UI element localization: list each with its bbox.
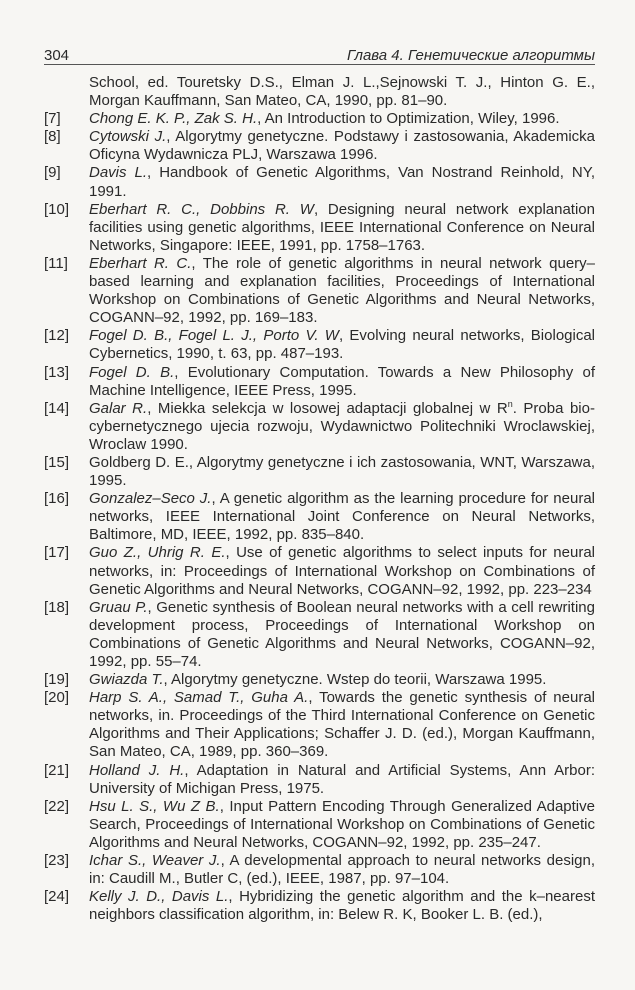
reference-item: [44, 544, 595, 598]
reference-text: , Designing neural network explanation facilities using genetic algorithms, IEEE International Conference on Neural Networks, Singapore: IEEE, 1991, pp. 1758–1763.: [89, 200, 595, 254]
reference-authors: Gonzalez–Seco J.: [89, 490, 212, 508]
reference-number: [9]: [44, 164, 61, 182]
reference-text: , Evolutionary Computation. Towards a New Philosophy of Machine Intelligence, IEEE Press, 1995.: [89, 363, 595, 399]
page-number: 304: [44, 47, 70, 64]
superscript-n: n: [507, 398, 513, 409]
reference-text: , A genetic algorithm as the learning procedure for neural networks, IEEE International Joint Conference on Neural Networks, Baltimore, MD, IEEE, 1992, pp. 835–840.: [89, 490, 595, 544]
reference-text: , A developmental approach to neural networks design, in: Caudill M., Butler C, (ed.), IEEE, 1987, pp. 97–104.: [89, 852, 596, 888]
reference-number: [17]: [44, 544, 70, 562]
reference-item: [44, 762, 595, 798]
reference-authors: Chong E. K. P., Zak S. H.: [89, 110, 258, 128]
reference-item: [44, 128, 595, 164]
reference-text: , Input Pattern Encoding Through Generalized Adaptive Search, Proceedings of International Workshop on Combinations of Genetic Algorithms and Neural Networks, COGANN–92, 1992, pp. 235–247.: [89, 797, 595, 851]
reference-number: [21]: [44, 761, 70, 779]
reference-number: [12]: [44, 327, 70, 345]
reference-number: [15]: [44, 453, 70, 471]
reference-item: [44, 364, 595, 400]
reference-item: [44, 490, 595, 544]
reference-text: , Hybridizing the genetic algorithm and the k–nearest neighbors classification algorithm, in: Belew R. K, Booker L. B. (ed.),: [89, 888, 595, 924]
reference-item: [44, 454, 595, 490]
reference-number: [10]: [44, 200, 70, 218]
reference-text: , Genetic synthesis of Boolean neural networks with a cell rewriting development process, Proceedings of International Workshop on Combinations of Genetic Algorithms and Neural Networks, COGANN–92, 1992, pp. 55–74.: [89, 598, 595, 670]
reference-item: [44, 671, 595, 689]
reference-text: , Towards the genetic synthesis of neural networks, in. Proceedings of the Third International Conference on Genetic Algorithms and Their Applications; Schaffer J. D. (ed.), Morgan Kauffmann, San Mateo, CA, 1989, pp. 360–369.: [89, 689, 595, 761]
reference-item: [44, 852, 595, 888]
reference-item: [44, 201, 595, 255]
reference-item: [44, 400, 595, 454]
reference-item: [44, 110, 595, 128]
reference-item: [44, 74, 595, 110]
reference-item: [44, 164, 595, 200]
page-header: [44, 40, 595, 65]
reference-number: [7]: [44, 110, 61, 128]
reference-authors: Guo Z., Uhrig R. E.: [89, 544, 226, 562]
reference-text: , Miekka selekcja w losowej adaptacji globalnej w R: [147, 399, 508, 417]
reference-list: [44, 74, 595, 924]
reference-text: , An Introduction to Optimization, Wiley, 1996.: [257, 110, 560, 128]
reference-item: [44, 798, 595, 852]
reference-text: , Algorytmy genetyczne. Wstep do teorii, Warszawa 1995.: [163, 671, 547, 689]
running-title: Глава 4. Генетические алгоритмы: [346, 47, 595, 64]
reference-number: [11]: [44, 254, 68, 272]
reference-authors: Davis L.: [89, 164, 148, 182]
reference-authors: Eberhart R. C.: [89, 254, 192, 272]
reference-authors: Cytowski J.: [89, 128, 167, 146]
reference-number: [22]: [44, 797, 70, 815]
reference-authors: Gwiazda T.: [89, 671, 164, 689]
reference-item: [44, 599, 595, 671]
reference-number: [14]: [44, 399, 70, 417]
reference-authors: Hsu L. S., Wu Z B.: [89, 797, 220, 815]
reference-authors: Harp S. A., Samad T., Guha A.: [89, 689, 309, 707]
reference-text: , Handbook of Genetic Algorithms, Van Nostrand Reinhold, NY, 1991.: [89, 164, 596, 200]
reference-authors: Fogel D. B.: [89, 363, 175, 381]
reference-text: , Use of genetic algorithms to select inputs for neural networks, in: Proceedings of International Workshop on Combinations of Genetic Algorithms and Neural Networks, COGANN–92, 1992, pp. 223–234: [89, 544, 595, 598]
reference-number: [16]: [44, 490, 70, 508]
reference-text: Goldberg D. E., Algorytmy genetyczne i ich zastosowania, WNT, Warszawa, 1995.: [89, 453, 595, 490]
reference-authors: Fogel D. B., Fogel L. J., Porto V. W: [89, 327, 339, 345]
reference-text: , The role of genetic algorithms in neural network query–based learning and explanation facilities, Proceedings of International Workshop on Combinations of Genetic Algorithms and Neural Networks, COGANN–92, 1992, pp. 169–183.: [89, 254, 595, 327]
reference-text: , Algorytmy genetyczne. Podstawy i zastosowania, Akademicka Oficyna Wydawnicza PLJ, Warszawa 1996.: [89, 128, 595, 164]
reference-item: [44, 255, 595, 327]
reference-number: [20]: [44, 689, 70, 707]
reference-text: , Evolving neural networks, Biological Cybernetics, 1990, t. 63, pp. 487–193.: [89, 327, 596, 363]
reference-text: , Adaptation in Natural and Artificial Systems, Ann Arbor: University of Michigan Press, 1975.: [89, 761, 595, 797]
reference-authors: Holland J. H.: [89, 761, 185, 779]
reference-number: [24]: [44, 888, 70, 906]
reference-text-continued: . Proba biocybernetycznego ujecia rozwoju, Wydawnictwo Politechniki Wroclawskiej, Wroclaw 1990.: [89, 399, 595, 453]
reference-authors: Gruau P.: [89, 598, 148, 616]
reference-authors: Kelly J. D., Davis L.: [89, 888, 229, 906]
reference-number: [18]: [44, 598, 70, 616]
reference-number: [23]: [44, 852, 70, 870]
reference-item: [44, 327, 595, 363]
reference-item: [44, 689, 595, 761]
reference-number: [19]: [44, 671, 70, 689]
reference-authors: Ichar S., Weaver J.: [89, 852, 221, 870]
reference-text: School, ed. Touretsky D.S., Elman J. L.,Sejnowski T. J., Hinton G. E., Morgan Kauffmann, San Mateo, CA, 1990, pp. 81–90.: [89, 74, 595, 110]
reference-number: [13]: [44, 363, 70, 381]
reference-number: [8]: [44, 128, 61, 146]
reference-authors: Galar R.: [89, 399, 148, 417]
reference-authors: Eberhart R. C., Dobbins R. W: [89, 200, 314, 218]
reference-item: [44, 888, 595, 924]
